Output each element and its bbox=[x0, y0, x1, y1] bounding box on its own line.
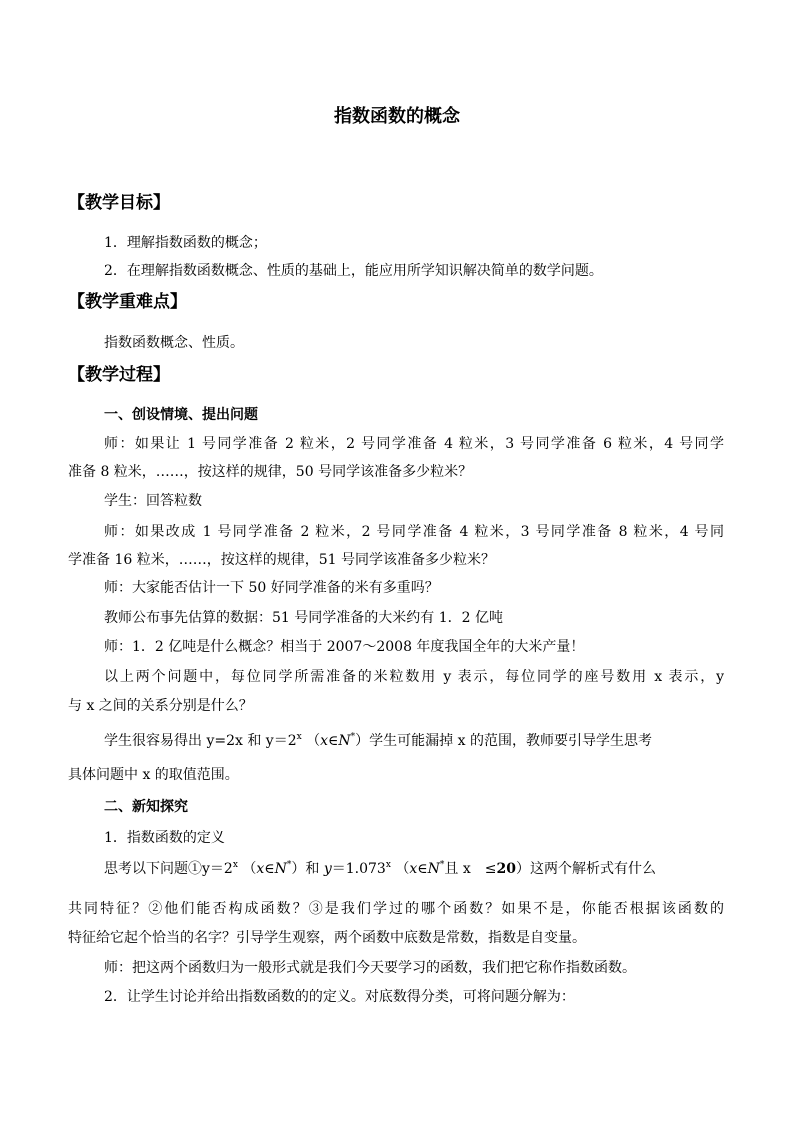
formula-variable: x bbox=[320, 733, 329, 749]
paragraph-line: 师：大家能否估计一下 50 好同学准备的米有多重吗？ bbox=[104, 580, 439, 596]
subsection-heading-situation: 一、创设情境、提出问题 bbox=[104, 407, 258, 423]
formula-exponent: * bbox=[439, 860, 445, 870]
text-run: ）学生可能漏掉 x 的范围，教师要引导学生思考 bbox=[355, 733, 652, 749]
formula-number: 20 bbox=[496, 861, 516, 877]
formula-set: N bbox=[338, 733, 351, 749]
formula-symbol: ∈ bbox=[264, 861, 275, 877]
paragraph-line-with-formula bbox=[104, 731, 652, 751]
formula-symbol: ∈ bbox=[417, 861, 428, 877]
text-run: ）和 bbox=[291, 861, 320, 877]
key-points-text: 指数函数概念、性质。 bbox=[104, 335, 244, 351]
formula-variable: x bbox=[409, 861, 418, 877]
formula-variable: x bbox=[256, 861, 265, 877]
goal-item-2: 2．在理解指数函数概念、性质的基础上，能应用所学知识解决简单的数学问题。 bbox=[104, 263, 603, 279]
paragraph-line: 教师公布事先估算的数据：51 号同学准备的大米约有 1．2 亿吨 bbox=[104, 610, 503, 626]
paragraph-line: 与 x 之间的关系分别是什么？ bbox=[68, 698, 253, 714]
paragraph-line-with-formula bbox=[104, 859, 656, 879]
text-run: （ bbox=[306, 733, 321, 749]
formula-symbol: ∈ bbox=[328, 733, 339, 749]
formula-text: ＝1.073 bbox=[331, 861, 386, 877]
text-run: （ bbox=[395, 861, 410, 877]
text-run: 思考以下问题①y＝2 bbox=[104, 861, 233, 877]
paragraph-line: 准备 8 粒米，……，按这样的规律，50 号同学该准备多少粒米？ bbox=[68, 464, 473, 480]
formula-set: N bbox=[427, 861, 440, 877]
section-heading-goals: 【教学目标】 bbox=[68, 193, 170, 213]
text-run: ）这两个解析式有什么 bbox=[515, 861, 656, 877]
paragraph-line: 具体问题中 x 的取值范围。 bbox=[68, 767, 239, 783]
formula-exponent: x bbox=[385, 860, 391, 870]
paragraph-line: 师：如果改成 1 号同学准备 2 粒米，2 号同学准备 4 粒米，3 号同学准备 8 粒米，4 号同 bbox=[104, 524, 724, 540]
formula-exponent: * bbox=[286, 860, 292, 870]
formula-set: N bbox=[274, 861, 287, 877]
paragraph-line: 共同特征？②他们能否构成函数？③是我们学过的哪个函数？如果不是，你能否根据该函数的 bbox=[68, 901, 724, 917]
paragraph-line: 以上两个问题中，每位同学所需准备的米粒数用 y 表示，每位同学的座号数用 x 表示，y bbox=[104, 669, 724, 685]
text-run: 且 x ≤ bbox=[444, 861, 497, 877]
paragraph-line: 学准备 16 粒米，……，按这样的规律，51 号同学该准备多少粒米？ bbox=[68, 552, 495, 568]
goal-item-1: 1．理解指数函数的概念； bbox=[104, 235, 267, 251]
paragraph-line: 师：把这两个函数归为一般形式就是我们今天要学习的函数，我们把它称作指数函数。 bbox=[104, 960, 636, 976]
formula-exponent: * bbox=[350, 732, 356, 742]
paragraph-line: 学生：回答粒数 bbox=[104, 493, 202, 509]
page-title: 指数函数的概念 bbox=[334, 106, 460, 127]
section-heading-key-points: 【教学重难点】 bbox=[68, 292, 187, 312]
formula-exponent: x bbox=[232, 860, 238, 870]
text-run: 学生很容易得出 y=2x 和 y＝2 bbox=[104, 733, 297, 749]
paragraph-line: 特征给它起个恰当的名字？引导学生观察，两个函数中底数是常数，指数是自变量。 bbox=[68, 930, 586, 946]
list-item: 2．让学生讨论并给出指数函数的的定义。对底数得分类，可将问题分解为： bbox=[104, 989, 575, 1005]
paragraph-line: 师：如果让 1 号同学准备 2 粒米，2 号同学准备 4 粒米，3 号同学准备 6 粒米，4 号同学 bbox=[104, 436, 724, 452]
subsection-heading-new-knowledge: 二、新知探究 bbox=[104, 799, 188, 815]
list-item: 1．指数函数的定义 bbox=[104, 830, 225, 846]
section-heading-process: 【教学过程】 bbox=[68, 365, 170, 385]
formula-variable: y bbox=[323, 861, 332, 877]
text-run: （ bbox=[242, 861, 257, 877]
paragraph-line: 师：1．2 亿吨是什么概念？相当于 2007～2008 年度我国全年的大米产量！ bbox=[104, 639, 585, 655]
formula-exponent: x bbox=[296, 732, 302, 742]
